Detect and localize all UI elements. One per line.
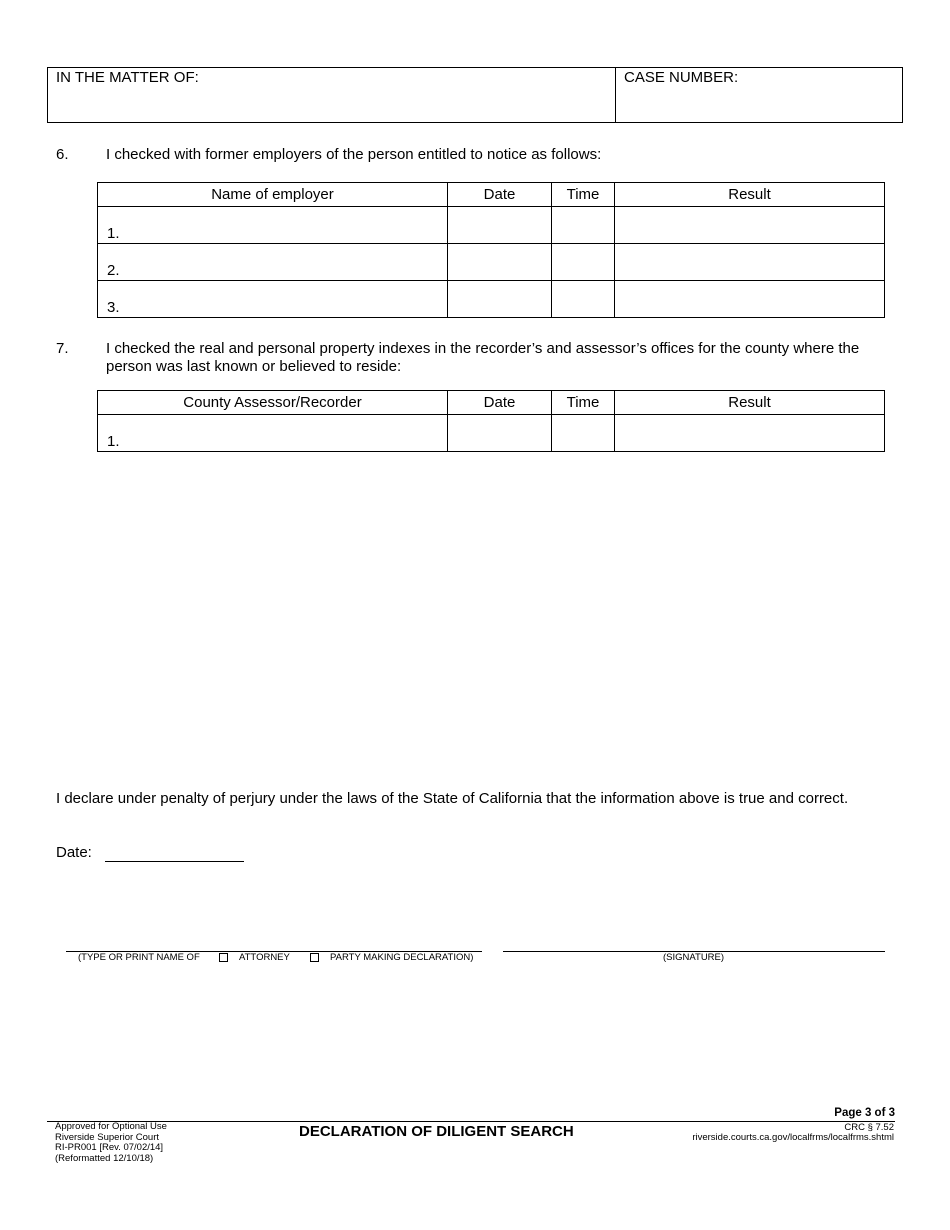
time-cell[interactable] [552, 244, 615, 281]
header-divider [615, 68, 616, 122]
result-cell[interactable] [615, 281, 885, 318]
attorney-label: ATTORNEY [239, 952, 290, 963]
assessor-table [97, 390, 885, 452]
result-cell[interactable] [615, 207, 885, 244]
result-cell[interactable] [615, 415, 885, 452]
item-6-number: 6. [56, 146, 69, 163]
table-row [98, 415, 885, 452]
footer-reformatted: (Reformatted 12/10/18) [55, 1152, 154, 1164]
time-cell[interactable] [552, 207, 615, 244]
footer-court: Riverside Superior Court [55, 1131, 160, 1143]
date-cell[interactable] [448, 244, 552, 281]
column-header: Result [615, 183, 885, 207]
table-row [98, 281, 885, 318]
date-field[interactable] [105, 861, 244, 862]
footer-approved: Approved for Optional Use [55, 1121, 167, 1132]
item-6-text: I checked with former employers of the person entitled to notice as follows: [106, 146, 602, 163]
date-cell[interactable] [448, 207, 552, 244]
footer-divider [47, 1121, 895, 1122]
page-number: Page 3 of 3 [834, 1107, 895, 1119]
column-header: Time [552, 183, 615, 207]
result-cell[interactable] [615, 244, 885, 281]
name-caption: (TYPE OR PRINT NAME OF [78, 952, 200, 963]
time-cell[interactable] [552, 415, 615, 452]
employer-name-cell[interactable]: 2. [98, 244, 448, 281]
matter-label: IN THE MATTER OF: [56, 69, 199, 86]
signature-caption: (SIGNATURE) [663, 952, 725, 963]
employers-table [97, 182, 885, 318]
column-header: Time [552, 391, 615, 415]
employer-name-cell[interactable]: 3. [98, 281, 448, 318]
employer-name-cell[interactable]: 1. [98, 207, 448, 244]
column-header: Date [448, 391, 552, 415]
footer-url: riverside.courts.ca.gov/localfrms/localfrms.shtml [692, 1132, 894, 1143]
column-header: Name of employer [98, 183, 448, 207]
party-checkbox[interactable] [310, 953, 319, 962]
date-cell[interactable] [448, 281, 552, 318]
table-row [98, 244, 885, 281]
assessor-table-header [98, 391, 885, 415]
item-7-text: I checked the real and personal property indexes in the recorder’s and assessor’s offices for the county where the person was last known or believed to reside: [106, 340, 860, 375]
table-row [98, 207, 885, 244]
assessor-name-cell[interactable]: 1. [98, 415, 448, 452]
column-header: County Assessor/Recorder [98, 391, 448, 415]
footer-form-info [55, 1122, 167, 1164]
case-header-box [47, 67, 903, 123]
perjury-declaration: I declare under penalty of perjury under the laws of the State of California that the information above is true and correct. [56, 790, 849, 807]
column-header: Date [448, 183, 552, 207]
item-7-number: 7. [56, 340, 69, 357]
party-label: PARTY MAKING DECLARATION) [330, 952, 474, 963]
date-cell[interactable] [448, 415, 552, 452]
crc-reference: CRC § 7.52 [844, 1122, 894, 1133]
case-number-label: CASE NUMBER: [624, 69, 739, 86]
time-cell[interactable] [552, 281, 615, 318]
footer-form-id: RI-PR001 [Rev. 07/02/14] [55, 1142, 164, 1153]
date-label: Date: [56, 844, 92, 861]
employers-table-header [98, 183, 885, 207]
column-header: Result [615, 391, 885, 415]
form-title: DECLARATION OF DILIGENT SEARCH [299, 1123, 574, 1140]
attorney-checkbox[interactable] [219, 953, 228, 962]
